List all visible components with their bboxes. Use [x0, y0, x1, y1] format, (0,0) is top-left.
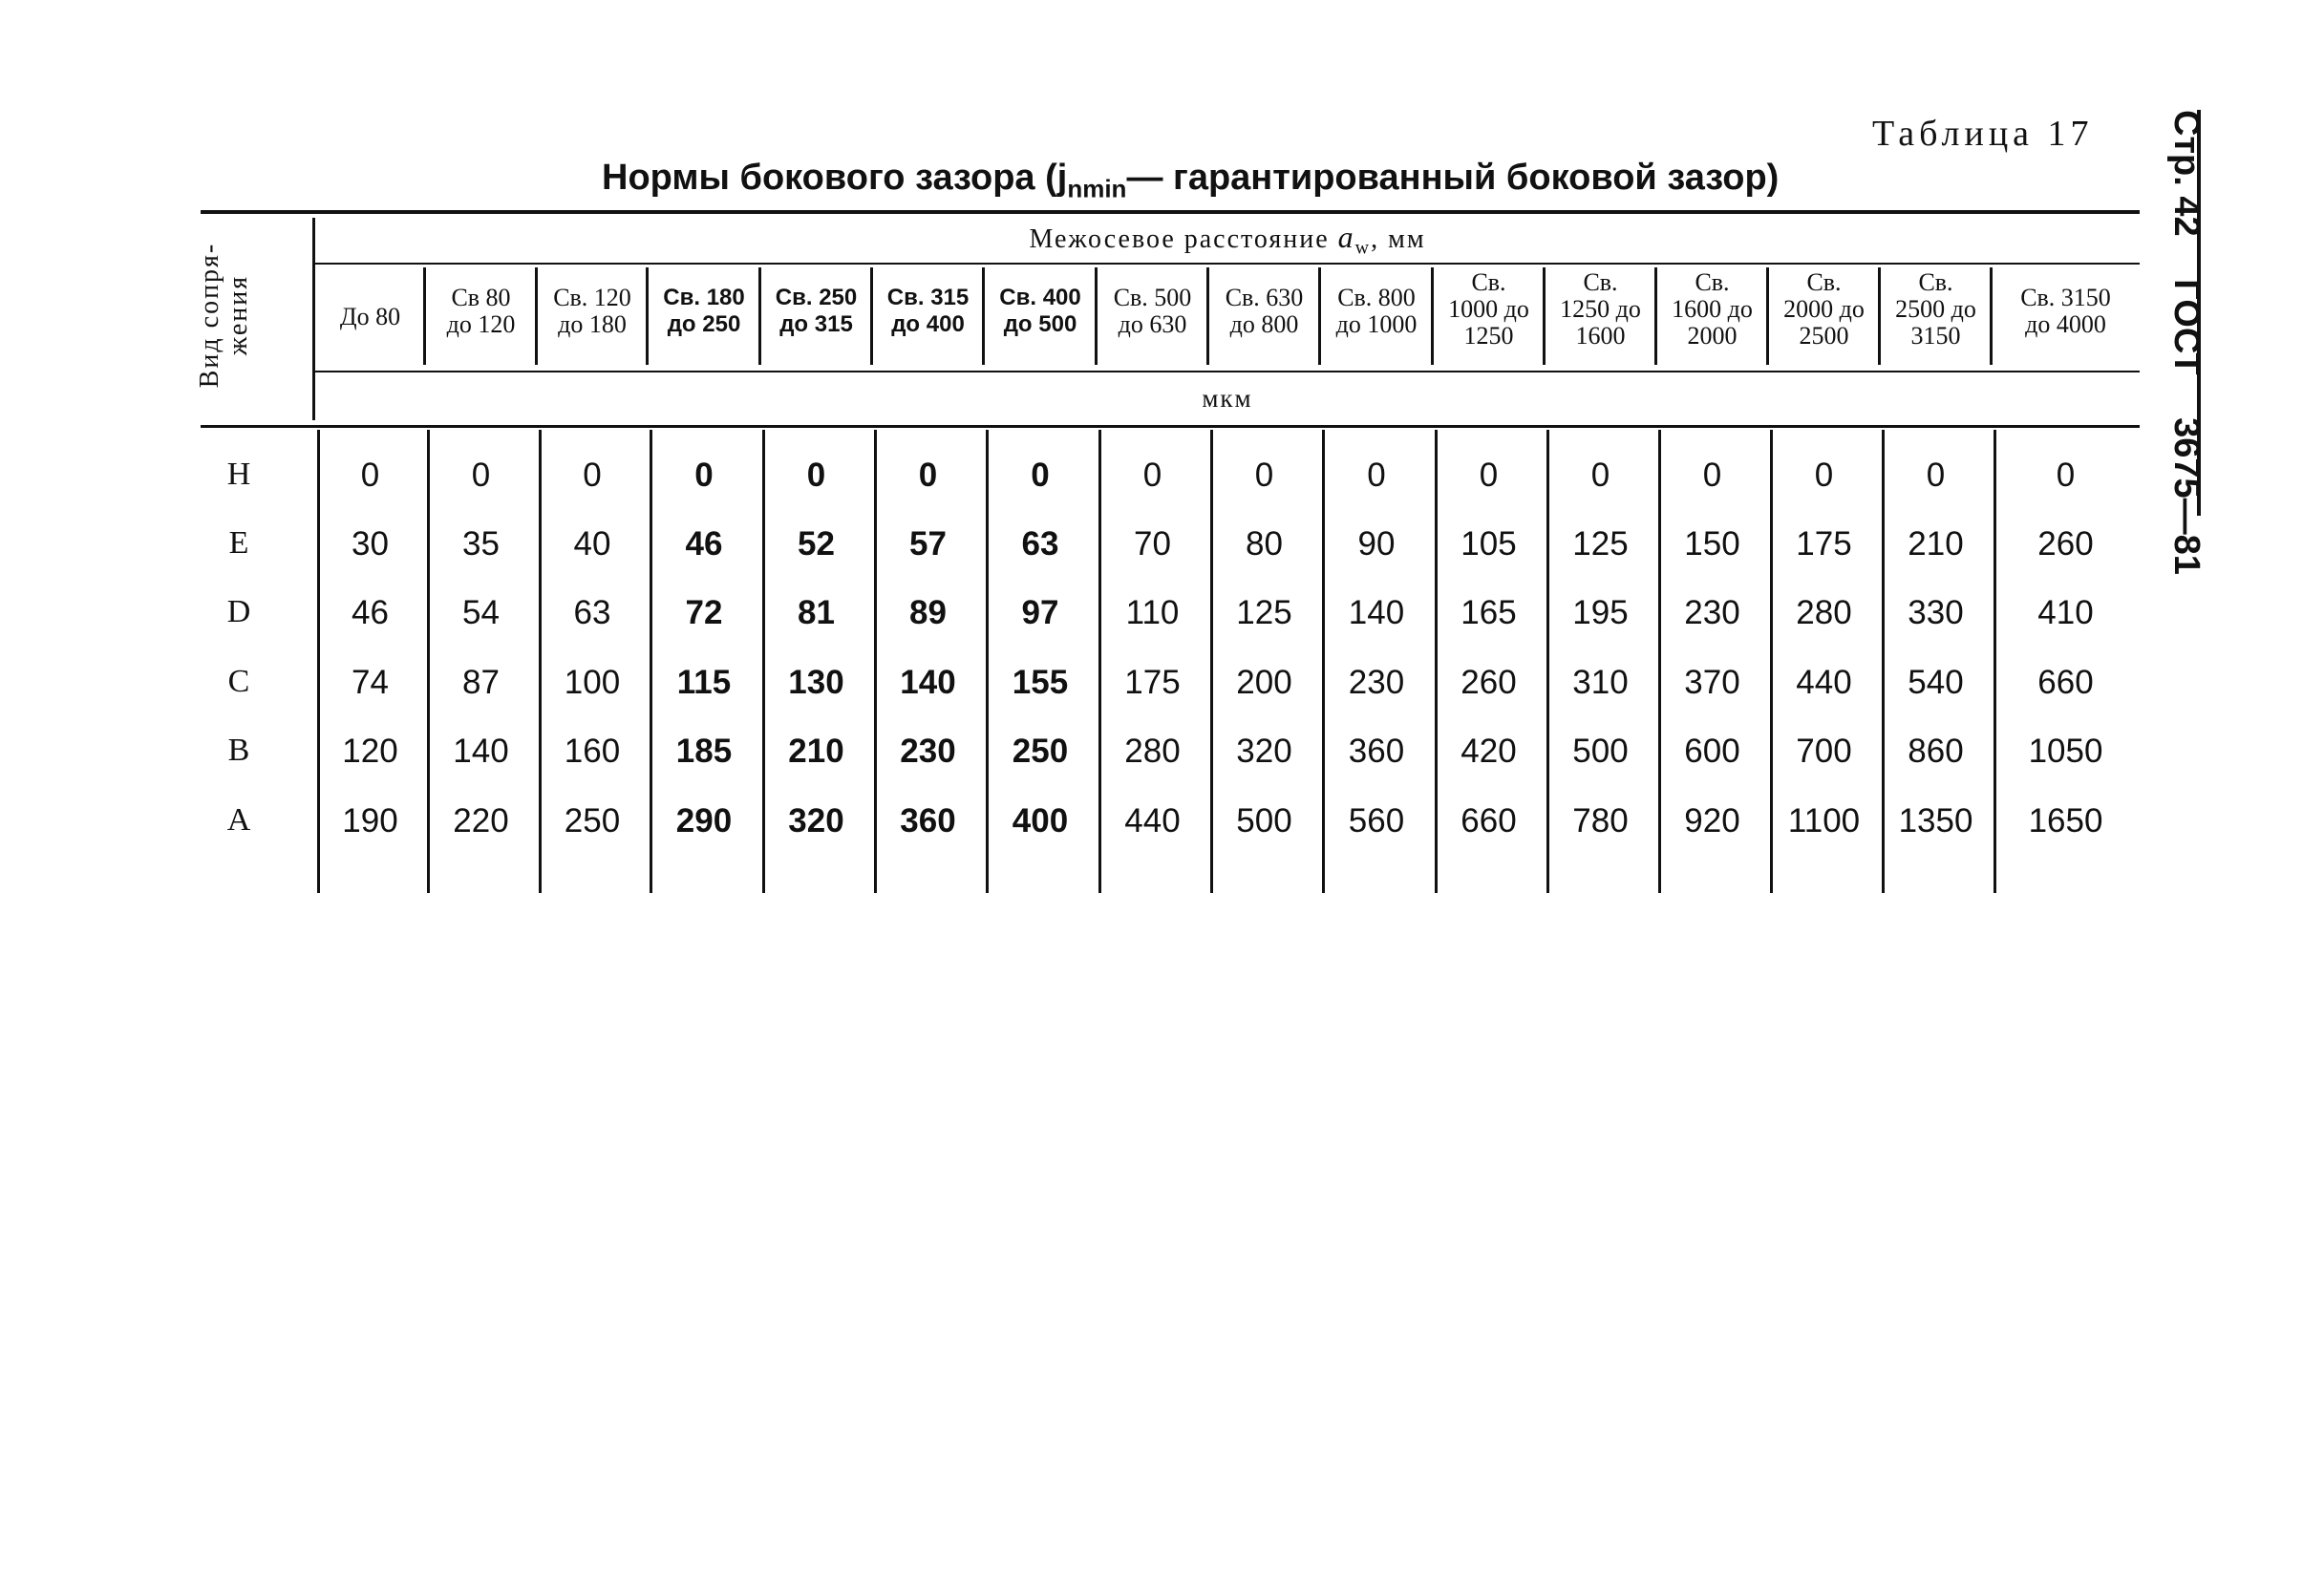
table-cell: 175 [1124, 664, 1181, 701]
column-header-line: 1600 [1575, 322, 1626, 350]
table-cell: 97 [1021, 594, 1059, 631]
column-header-line: Св. [1918, 268, 1953, 296]
column-header-line: до 1000 [1335, 310, 1418, 338]
table-cell: 360 [900, 802, 956, 840]
page-number: Стр. 42 [2166, 110, 2207, 237]
table-cell: 140 [453, 733, 509, 770]
table-cell: 0 [1702, 457, 1722, 494]
table-cell: 0 [471, 457, 491, 494]
table-cell: 52 [798, 525, 835, 563]
table-cell: 72 [685, 594, 723, 631]
column-header-line: до 400 [891, 311, 965, 337]
row-label: C [227, 664, 250, 699]
table-cell: 63 [573, 594, 611, 631]
table-number-label: Таблица 17 [1872, 114, 2094, 154]
column-header-line: Св. 3150 [2020, 284, 2111, 311]
column-header-line: До 80 [339, 303, 401, 330]
table-cell: 660 [1460, 802, 1517, 840]
table-cell: 1350 [1898, 802, 1973, 840]
column-header-line: до 180 [558, 310, 627, 338]
row-label: B [227, 733, 250, 768]
standard-name: ГОСТ [2166, 279, 2207, 375]
column-header-line: Св. [1583, 268, 1618, 296]
table-cell: 80 [1246, 525, 1283, 563]
table-cell: 540 [1908, 664, 1964, 701]
table-cell: 63 [1021, 525, 1059, 563]
table-cell: 0 [806, 457, 826, 494]
span-header-rule [315, 263, 2140, 265]
table-cell: 100 [564, 664, 621, 701]
table-cell: 210 [1908, 525, 1964, 563]
table-cell: 130 [788, 664, 844, 701]
column-header [425, 285, 537, 338]
table-cell: 500 [1572, 733, 1629, 770]
table-cell: 0 [2056, 457, 2076, 494]
table-cell: 57 [909, 525, 947, 563]
column-header-line: Св. [1471, 268, 1506, 296]
table-cell: 220 [453, 802, 509, 840]
unit-row-rule [315, 371, 2140, 372]
row-label: A [226, 802, 251, 838]
table-cell: 440 [1124, 802, 1181, 840]
table-title-suffix: — гарантированный боковой зазор) [1126, 158, 1780, 198]
table-cell: 260 [1460, 664, 1517, 701]
column-header [872, 285, 984, 338]
table-cell: 0 [1926, 457, 1946, 494]
table-cell: 87 [462, 664, 500, 701]
column-header-line: до 120 [446, 310, 516, 338]
row-label: E [228, 525, 249, 561]
table-cell: 105 [1460, 525, 1517, 563]
column-header-line: Св. 180 [663, 285, 745, 310]
column-header-line: до 315 [779, 311, 853, 337]
column-header [1320, 285, 1433, 338]
table-cell: 0 [1031, 457, 1050, 494]
column-header [1992, 285, 2140, 338]
table-cell: 600 [1684, 733, 1740, 770]
table-cell: 1050 [2028, 733, 2103, 770]
table-cell: 110 [1125, 594, 1180, 631]
table-cell: 290 [675, 802, 733, 840]
table-cell: 0 [583, 457, 602, 494]
table-cell: 230 [1348, 664, 1405, 701]
table-cell: 320 [788, 802, 844, 840]
table-cell: 0 [1479, 457, 1499, 494]
table-cell: 125 [1236, 594, 1292, 631]
column-header [760, 285, 872, 338]
table-cell: 140 [900, 664, 956, 701]
table-cell: 0 [1254, 457, 1274, 494]
table-cell: 280 [1796, 594, 1852, 631]
unit-row-header: мкм [1202, 384, 1253, 413]
table-cell: 500 [1236, 802, 1292, 840]
stub-header-line1: Вид сопря- [195, 242, 224, 389]
table-cell: 260 [2037, 525, 2094, 563]
table-cell: 0 [1367, 457, 1386, 494]
table-cell: 46 [685, 525, 723, 563]
header-bottom-rule [201, 425, 2140, 428]
column-header-line: до 250 [667, 311, 741, 337]
table-cell: 660 [2037, 664, 2094, 701]
column-header-line: до 800 [1229, 310, 1299, 338]
table-cell: 150 [1684, 525, 1740, 563]
table-cell: 30 [352, 525, 389, 563]
table-cell: 120 [342, 733, 398, 770]
table-top-rule [201, 210, 2140, 214]
table-cell: 860 [1908, 733, 1964, 770]
column-header [1097, 285, 1208, 338]
table-cell: 440 [1796, 664, 1852, 701]
table-title-subscript: nmin [1067, 174, 1127, 203]
column-header-line: Св. 315 [886, 285, 970, 310]
table-cell: 250 [564, 802, 621, 840]
column-header-line: 2500 до [1895, 295, 1976, 323]
table-cell: 0 [360, 457, 380, 494]
span-header [315, 220, 2140, 260]
running-head [2149, 110, 2207, 575]
table-cell: 89 [909, 594, 947, 631]
table-cell: 200 [1236, 664, 1292, 701]
column-header [1208, 285, 1320, 338]
span-header-unit: , мм [1371, 224, 1426, 254]
column-header [984, 285, 1097, 338]
column-header [1880, 269, 1992, 350]
table-cell: 310 [1572, 664, 1629, 701]
column-header-line: Св 80 [451, 284, 511, 311]
column-header [537, 285, 648, 338]
table-cell: 90 [1357, 525, 1396, 563]
table-cell: 0 [1590, 457, 1610, 494]
table-cell: 140 [1348, 594, 1405, 631]
column-header-line: 2500 [1799, 322, 1849, 350]
column-header-line: 3150 [1910, 322, 1961, 350]
table-cell: 190 [342, 802, 398, 840]
table-cell: 210 [788, 733, 844, 770]
column-header-line: Св. 400 [999, 285, 1081, 310]
column-header-line: 1600 до [1672, 295, 1753, 323]
table-cell: 81 [798, 594, 835, 631]
table-cell: 35 [462, 525, 500, 563]
column-header-line: 2000 [1687, 322, 1738, 350]
table-cell: 250 [1012, 733, 1069, 770]
column-header-line: Св. 250 [775, 285, 858, 310]
table-title [602, 158, 1779, 204]
span-header-variable-subscript: w [1354, 237, 1372, 259]
table-cell: 0 [918, 457, 938, 494]
table-cell: 0 [1142, 457, 1162, 494]
table-cell: 360 [1348, 733, 1405, 770]
table-cell: 330 [1908, 594, 1964, 631]
column-header [648, 285, 760, 338]
column-header [315, 304, 425, 330]
row-label: D [226, 594, 251, 629]
table-cell: 0 [694, 457, 714, 494]
column-header-line: Св. 500 [1113, 284, 1192, 311]
column-header-line: 1250 до [1560, 295, 1641, 323]
column-header-line: Св. 800 [1337, 284, 1416, 311]
stub-header-line2: жения [224, 274, 253, 356]
table-cell: 1100 [1787, 802, 1861, 840]
table-cell: 125 [1572, 525, 1629, 563]
table-cell: 54 [462, 594, 500, 631]
span-header-prefix: Межосевое расстояние [1029, 224, 1330, 254]
column-header-line: Св. [1806, 268, 1842, 296]
table-cell: 185 [675, 733, 733, 770]
column-header-line: 2000 до [1783, 295, 1865, 323]
table-cell: 370 [1684, 664, 1740, 701]
column-header [1545, 269, 1656, 350]
column-header [1768, 269, 1880, 350]
table-cell: 40 [573, 525, 611, 563]
column-header-line: Св. 120 [553, 284, 631, 311]
span-header-variable: a [1337, 220, 1355, 254]
table-cell: 230 [900, 733, 956, 770]
table-cell: 175 [1796, 525, 1852, 563]
table-cell: 780 [1572, 802, 1629, 840]
table-cell: 320 [1236, 733, 1292, 770]
table-cell: 560 [1348, 802, 1405, 840]
table-cell: 410 [2037, 594, 2094, 631]
table-cell: 115 [676, 664, 732, 701]
table-cell: 195 [1572, 594, 1629, 631]
table-cell: 420 [1460, 733, 1517, 770]
table-cell: 920 [1684, 802, 1740, 840]
standard-number: 3675—81 [2166, 417, 2207, 575]
column-header-line: до 4000 [2025, 310, 2106, 338]
table-cell: 1650 [2028, 802, 2103, 840]
column-header-line: до 500 [1003, 311, 1077, 337]
table-cell: 230 [1684, 594, 1740, 631]
column-header-line: Св. 630 [1225, 284, 1304, 311]
column-header [1656, 269, 1768, 350]
column-header-line: 1250 [1463, 322, 1514, 350]
table-title-prefix: Нормы бокового зазора (j [602, 158, 1068, 198]
stub-header [196, 220, 253, 411]
column-header-line: до 630 [1118, 310, 1187, 338]
column-header-line: Св. [1695, 268, 1730, 296]
table-cell: 155 [1012, 664, 1069, 701]
table-cell: 46 [352, 594, 389, 631]
table-cell: 700 [1796, 733, 1852, 770]
table-cell: 160 [564, 733, 621, 770]
table-cell: 400 [1012, 802, 1069, 840]
table-cell: 280 [1124, 733, 1181, 770]
table-cell: 0 [1814, 457, 1834, 494]
column-header [1433, 269, 1545, 350]
table-cell: 70 [1134, 525, 1171, 563]
table-cell: 165 [1460, 594, 1517, 631]
column-header-line: 1000 до [1448, 295, 1529, 323]
row-label: H [226, 457, 251, 492]
table-cell: 74 [352, 664, 389, 701]
